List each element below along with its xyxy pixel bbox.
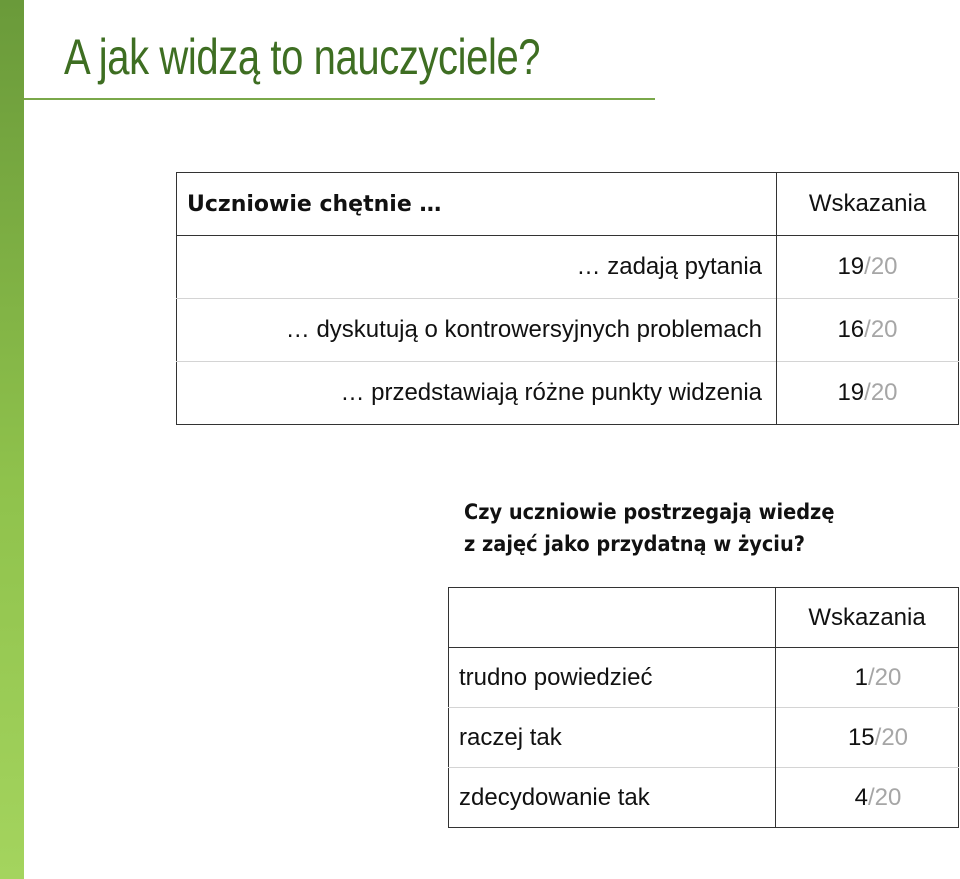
- table-row: [177, 299, 959, 362]
- table-student-willingness: [176, 172, 959, 425]
- title-underline: [24, 98, 655, 100]
- table-row: [177, 236, 959, 299]
- row-count: 19: [837, 253, 865, 280]
- row-total: /20: [867, 783, 902, 811]
- row-label: … dyskutują o kontrowersyjnych problemach: [177, 299, 777, 362]
- row-count: 16: [837, 316, 865, 343]
- row-value: [776, 648, 959, 708]
- table-row: [449, 768, 959, 828]
- table-header-row: [177, 173, 959, 236]
- row-value: [776, 708, 959, 768]
- table-header-row: [449, 588, 959, 648]
- table-row: [177, 362, 959, 425]
- row-count: 15: [847, 723, 875, 751]
- table-knowledge-usefulness: [448, 587, 959, 828]
- table-header-label: Uczniowie chętnie …: [177, 173, 777, 236]
- row-value: [776, 768, 959, 828]
- row-value: [777, 362, 959, 425]
- question-heading: [464, 497, 896, 561]
- row-label: raczej tak: [449, 708, 776, 768]
- side-accent-bar: [0, 0, 24, 879]
- table-header-value: Wskazania: [777, 173, 959, 236]
- table-header-label: [449, 588, 776, 648]
- row-total: /20: [867, 663, 902, 691]
- row-label: trudno powiedzieć: [459, 663, 653, 691]
- table-row: [449, 708, 959, 768]
- row-total: /20: [864, 316, 898, 343]
- row-total: /20: [874, 723, 909, 751]
- row-label: … zadają pytania: [576, 253, 762, 280]
- row-total: /20: [864, 379, 898, 406]
- row-value: [777, 299, 959, 362]
- row-label: … przedstawiają różne punkty widzenia: [177, 362, 777, 425]
- table-header-value: Wskazania: [776, 588, 959, 648]
- table-row: [449, 648, 959, 708]
- row-value: [777, 236, 959, 299]
- row-count: 1: [854, 663, 868, 691]
- row-label: zdecydowanie tak: [449, 768, 776, 828]
- question-line-2: z zajęć jako przydatną w życiu?: [464, 532, 805, 557]
- row-count: 4: [854, 783, 868, 811]
- slide-title: A jak widzą to nauczyciele?: [64, 29, 541, 85]
- question-line-1: Czy uczniowie postrzegają wiedzę: [464, 500, 835, 525]
- row-count: 19: [837, 379, 865, 406]
- row-total: /20: [864, 253, 898, 280]
